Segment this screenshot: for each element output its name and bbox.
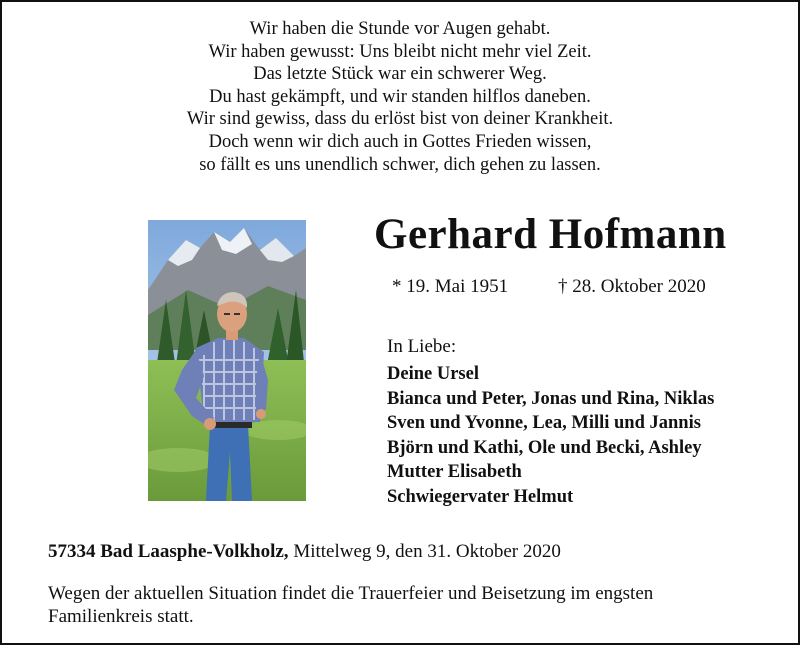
mourner-line: Bianca und Peter, Jonas und Rina, Niklas <box>387 388 715 409</box>
death-date: † 28. Oktober 2020 <box>558 276 706 297</box>
portrait-photo <box>148 220 306 501</box>
funeral-notice <box>48 582 748 628</box>
deceased-name: Gerhard Hofmann <box>374 211 727 258</box>
poem-line: Das letzte Stück war ein schwerer Weg. <box>253 64 547 85</box>
mourner-line: Mutter Elisabeth <box>387 462 522 483</box>
mourners-list <box>387 362 714 510</box>
poem-line: Du hast gekämpft, und wir standen hilflos daneben. <box>209 86 591 107</box>
poem-line: Wir haben gewusst: Uns bleibt nicht mehr viel Zeit. <box>208 41 592 62</box>
poem-line: Wir haben die Stunde vor Augen gehabt. <box>249 19 551 39</box>
notice-line: Wegen der aktuellen Situation findet die Trauerfeier und Beisetzung im engsten <box>48 583 654 604</box>
address-city: 57334 Bad Laasphe-Volkholz, <box>48 541 289 562</box>
notice-line: Familienkreis statt. <box>48 606 194 627</box>
poem-line: so fällt es uns unendlich schwer, dich gehen zu lassen. <box>199 154 601 175</box>
poem-line: Doch wenn wir dich auch in Gottes Frieden wissen, <box>208 131 592 152</box>
poem <box>2 18 798 176</box>
mourner-line: Sven und Yvonne, Lea, Milli und Jannis <box>387 413 701 434</box>
poem-line: Wir sind gewiss, dass du erlöst bist von deiner Krankheit. <box>186 109 614 130</box>
address-rest: Mittelweg 9, den 31. Oktober 2020 <box>288 541 561 562</box>
mourner-line: Schwiegervater Helmut <box>387 486 574 507</box>
mourner-line: Deine Ursel <box>387 364 479 384</box>
mourners-label: In Liebe: <box>387 336 457 357</box>
address-line <box>48 541 561 563</box>
birth-date: * 19. Mai 1951 <box>392 276 509 297</box>
mourner-line: Björn und Kathi, Ole und Becki, Ashley <box>387 437 702 458</box>
